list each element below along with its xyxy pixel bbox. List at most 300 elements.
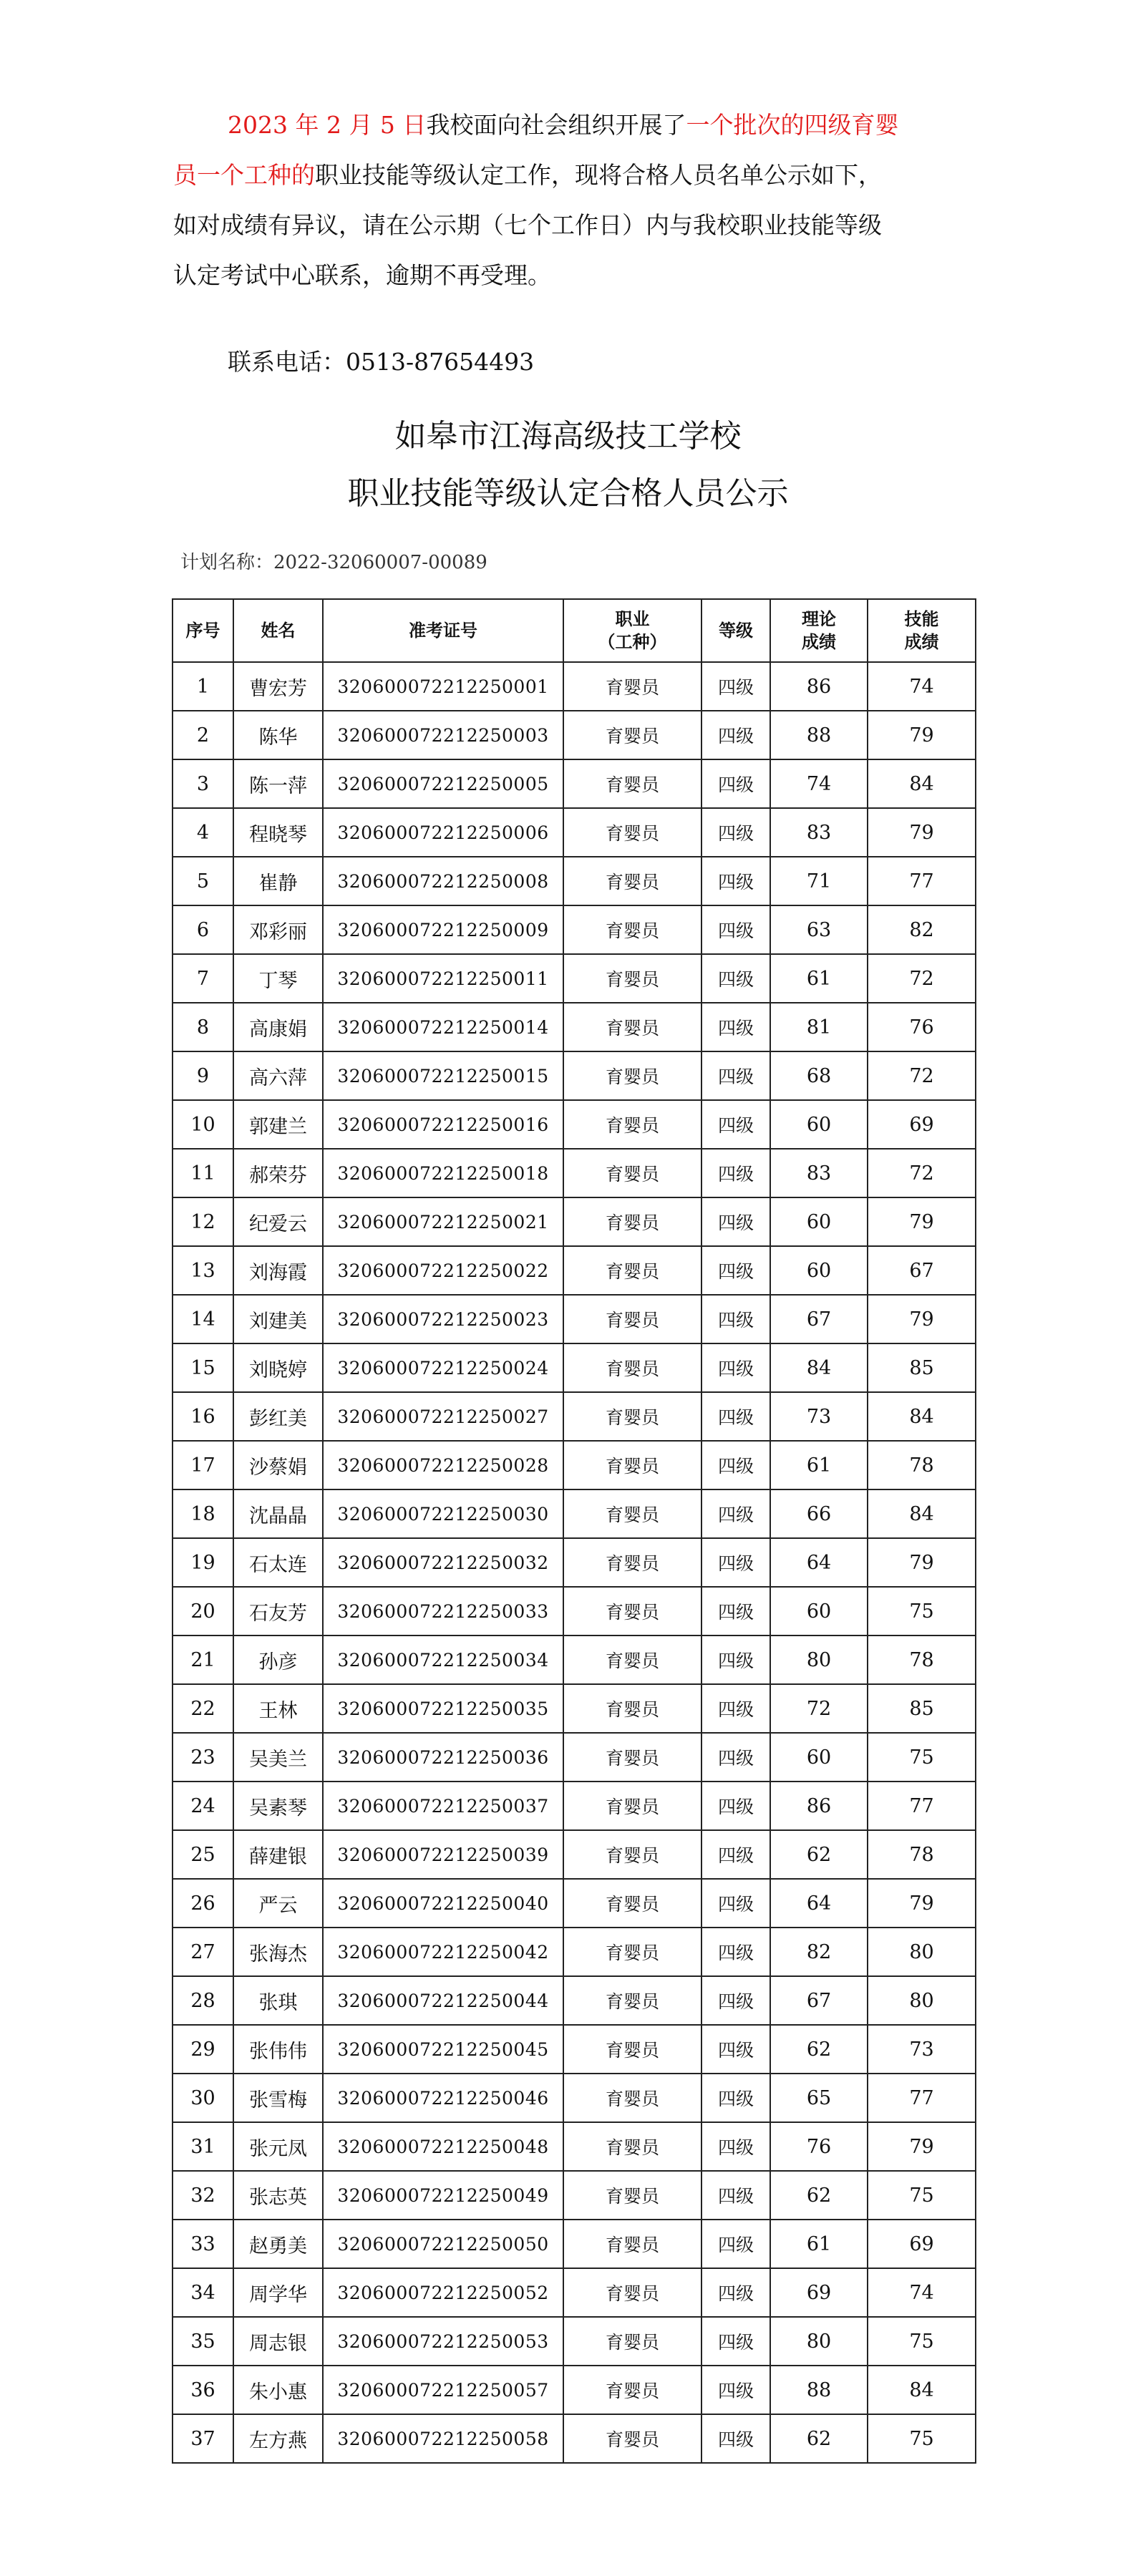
cell-ticket: 320600072212250027 [323,1392,563,1441]
header-job-line2: （工种） [598,632,667,652]
cell-ticket: 320600072212250039 [323,1830,563,1879]
cell-ticket: 320600072212250045 [323,2025,563,2074]
plan-label: 计划名称： [180,552,274,573]
school-title: 如皋市江海高级技工学校 [394,418,742,455]
cell-theory: 72 [770,1684,868,1733]
cell-skill: 73 [868,2025,976,2074]
header-job-line1: 职业 [615,609,650,629]
cell-ticket: 320600072212250028 [323,1441,563,1489]
cell-theory: 60 [770,1100,868,1149]
cell-ticket: 320600072212250016 [323,1100,563,1149]
table-row [173,1197,976,1246]
cell-ticket: 320600072212250005 [323,759,563,808]
table-row [173,1051,976,1100]
cell-no: 19 [173,1538,233,1587]
cell-no: 6 [173,905,233,954]
plan-name [180,548,487,577]
cell-no: 37 [173,2414,233,2463]
table-row [173,2366,976,2414]
cell-ticket: 320600072212250048 [323,2122,563,2171]
cell-ticket: 320600072212250033 [323,1587,563,1635]
cell-no: 15 [173,1343,233,1392]
header-theory [770,599,868,662]
cell-theory: 68 [770,1051,868,1100]
header-skill [868,599,976,662]
cell-job: 育婴员 [563,1684,701,1733]
cell-level: 四级 [701,2171,770,2220]
cell-ticket: 320600072212250034 [323,1635,563,1684]
cell-skill: 75 [868,1587,976,1635]
cell-skill: 75 [868,1733,976,1782]
cell-ticket: 320600072212250009 [323,905,563,954]
notice-line-1 [173,100,975,150]
cell-job: 育婴员 [563,1392,701,1441]
cell-job: 育婴员 [563,1879,701,1928]
table-row [173,2220,976,2268]
cell-skill: 84 [868,759,976,808]
cell-level: 四级 [701,2268,770,2317]
cell-job: 育婴员 [563,1830,701,1879]
cell-theory: 64 [770,1538,868,1587]
cell-level: 四级 [701,1246,770,1295]
cell-theory: 63 [770,905,868,954]
cell-name: 孙彦 [233,1635,323,1684]
cell-name: 高六萍 [233,1051,323,1100]
cell-name: 程晓琴 [233,808,323,857]
cell-name: 薛建银 [233,1830,323,1879]
cell-no: 9 [173,1051,233,1100]
cell-job: 育婴员 [563,2171,701,2220]
cell-no: 31 [173,2122,233,2171]
cell-no: 4 [173,808,233,857]
roster-body [173,662,976,2463]
cell-no: 14 [173,1295,233,1343]
cell-job: 育婴员 [563,905,701,954]
cell-skill: 72 [868,954,976,1003]
cell-theory: 62 [770,2414,868,2463]
cell-skill: 84 [868,2366,976,2414]
cell-name: 严云 [233,1879,323,1928]
cell-name: 崔静 [233,857,323,905]
cell-skill: 69 [868,1100,976,1149]
cell-level: 四级 [701,1976,770,2025]
cell-name: 刘晓婷 [233,1343,323,1392]
cell-name: 陈一萍 [233,759,323,808]
cell-job: 育婴员 [563,1538,701,1587]
cell-job: 育婴员 [563,1782,701,1830]
cell-level: 四级 [701,808,770,857]
cell-theory: 81 [770,1003,868,1051]
cell-theory: 61 [770,1441,868,1489]
cell-level: 四级 [701,1295,770,1343]
cell-no: 35 [173,2317,233,2366]
cell-name: 沙蔡娟 [233,1441,323,1489]
cell-name: 吴美兰 [233,1733,323,1782]
cell-ticket: 320600072212250008 [323,857,563,905]
notice-paragraph [173,100,975,301]
cell-level: 四级 [701,759,770,808]
cell-name: 张雪梅 [233,2074,323,2122]
table-row [173,954,976,1003]
cell-theory: 69 [770,2268,868,2317]
table-row [173,711,976,759]
cell-ticket: 320600072212250049 [323,2171,563,2220]
header-ticket: 准考证号 [323,599,563,662]
cell-ticket: 320600072212250040 [323,1879,563,1928]
cell-no: 2 [173,711,233,759]
cell-no: 1 [173,662,233,711]
cell-skill: 74 [868,662,976,711]
phone-number: 0513-87654493 [346,348,535,376]
cell-name: 彭红美 [233,1392,323,1441]
cell-name: 陈华 [233,711,323,759]
cell-level: 四级 [701,1003,770,1051]
cell-level: 四级 [701,857,770,905]
cell-ticket: 320600072212250018 [323,1149,563,1197]
cell-skill: 79 [868,1197,976,1246]
cell-no: 36 [173,2366,233,2414]
cell-name: 纪爱云 [233,1197,323,1246]
cell-ticket: 320600072212250021 [323,1197,563,1246]
cell-level: 四级 [701,1684,770,1733]
cell-no: 25 [173,1830,233,1879]
cell-name: 张元凤 [233,2122,323,2171]
header-name: 姓名 [233,599,323,662]
cell-level: 四级 [701,1587,770,1635]
cell-theory: 65 [770,2074,868,2122]
cell-level: 四级 [701,1635,770,1684]
cell-job: 育婴员 [563,1197,701,1246]
table-row [173,1392,976,1441]
cell-job: 育婴员 [563,1635,701,1684]
cell-job: 育婴员 [563,1928,701,1976]
table-row [173,1587,976,1635]
cell-ticket: 320600072212250030 [323,1489,563,1538]
header-theory-line1: 理论 [802,609,836,629]
cell-name: 刘建美 [233,1295,323,1343]
cell-name: 左方燕 [233,2414,323,2463]
cell-level: 四级 [701,1733,770,1782]
cell-ticket: 320600072212250052 [323,2268,563,2317]
cell-name: 石太连 [233,1538,323,1587]
cell-job: 育婴员 [563,711,701,759]
table-row [173,1782,976,1830]
table-row [173,662,976,711]
cell-job: 育婴员 [563,1003,701,1051]
cell-theory: 64 [770,1879,868,1928]
cell-theory: 86 [770,662,868,711]
roster-table [172,598,976,2464]
cell-level: 四级 [701,2122,770,2171]
cell-ticket: 320600072212250011 [323,954,563,1003]
cell-job: 育婴员 [563,1246,701,1295]
cell-skill: 76 [868,1003,976,1051]
cell-job: 育婴员 [563,1733,701,1782]
cell-ticket: 320600072212250037 [323,1782,563,1830]
cell-theory: 88 [770,711,868,759]
table-row [173,1928,976,1976]
cell-theory: 62 [770,2025,868,2074]
cell-name: 沈晶晶 [233,1489,323,1538]
cell-name: 张志英 [233,2171,323,2220]
cell-level: 四级 [701,1197,770,1246]
cell-no: 26 [173,1879,233,1928]
cell-theory: 60 [770,1246,868,1295]
table-row [173,808,976,857]
cell-ticket: 320600072212250015 [323,1051,563,1100]
cell-no: 18 [173,1489,233,1538]
cell-level: 四级 [701,1538,770,1587]
cell-ticket: 320600072212250003 [323,711,563,759]
header-job [563,599,701,662]
cell-no: 21 [173,1635,233,1684]
cell-job: 育婴员 [563,2366,701,2414]
cell-level: 四级 [701,1051,770,1100]
cell-theory: 60 [770,1197,868,1246]
cell-ticket: 320600072212250006 [323,808,563,857]
cell-level: 四级 [701,2025,770,2074]
cell-skill: 79 [868,1538,976,1587]
cell-theory: 73 [770,1392,868,1441]
cell-no: 8 [173,1003,233,1051]
cell-skill: 72 [868,1149,976,1197]
cell-name: 王林 [233,1684,323,1733]
table-row [173,1635,976,1684]
cell-level: 四级 [701,2220,770,2268]
table-row [173,2317,976,2366]
cell-name: 朱小惠 [233,2366,323,2414]
table-row [173,1733,976,1782]
cell-skill: 79 [868,808,976,857]
cell-job: 育婴员 [563,1489,701,1538]
cell-job: 育婴员 [563,1100,701,1149]
cell-skill: 77 [868,857,976,905]
document-title: 职业技能等级认定合格人员公示 [347,475,789,512]
cell-name: 曹宏芳 [233,662,323,711]
cell-name: 郭建兰 [233,1100,323,1149]
notice-line-2 [173,150,975,200]
cell-theory: 80 [770,2317,868,2366]
cell-skill: 69 [868,2220,976,2268]
cell-skill: 75 [868,2414,976,2463]
cell-job: 育婴员 [563,1441,701,1489]
phone-label: 联系电话： [228,348,346,376]
cell-skill: 82 [868,905,976,954]
cell-ticket: 320600072212250036 [323,1733,563,1782]
cell-skill: 79 [868,1879,976,1928]
notice-segment-2: 职业技能等级认定工作，现将合格人员名单公示如下， [315,161,882,189]
cell-skill: 79 [868,2122,976,2171]
cell-theory: 66 [770,1489,868,1538]
cell-job: 育婴员 [563,808,701,857]
table-row [173,1976,976,2025]
cell-skill: 67 [868,1246,976,1295]
cell-ticket: 320600072212250022 [323,1246,563,1295]
header-skill-line2: 成绩 [904,632,939,652]
cell-skill: 72 [868,1051,976,1100]
cell-level: 四级 [701,1830,770,1879]
cell-level: 四级 [701,905,770,954]
cell-no: 10 [173,1100,233,1149]
table-row [173,1003,976,1051]
table-row [173,1684,976,1733]
cell-level: 四级 [701,1343,770,1392]
notice-line-4: 认定考试中心联系，逾期不再受理。 [173,261,551,289]
cell-skill: 78 [868,1830,976,1879]
header-level: 等级 [701,599,770,662]
cell-skill: 74 [868,2268,976,2317]
cell-skill: 84 [868,1392,976,1441]
cell-no: 29 [173,2025,233,2074]
cell-theory: 61 [770,2220,868,2268]
cell-ticket: 320600072212250046 [323,2074,563,2122]
table-row [173,759,976,808]
table-row [173,1538,976,1587]
cell-name: 张琪 [233,1976,323,2025]
cell-skill: 75 [868,2317,976,2366]
table-header-row [173,599,976,662]
table-row [173,1149,976,1197]
cell-no: 32 [173,2171,233,2220]
cell-no: 13 [173,1246,233,1295]
table-row [173,2122,976,2171]
cell-job: 育婴员 [563,662,701,711]
cell-name: 邓彩丽 [233,905,323,954]
cell-no: 20 [173,1587,233,1635]
cell-ticket: 320600072212250024 [323,1343,563,1392]
notice-highlight-1: 一个批次的四级育婴 [686,111,899,139]
table-row [173,2414,976,2463]
cell-no: 12 [173,1197,233,1246]
cell-job: 育婴员 [563,2317,701,2366]
cell-no: 27 [173,1928,233,1976]
cell-theory: 62 [770,2171,868,2220]
cell-job: 育婴员 [563,1051,701,1100]
notice-highlight-2: 员一个工种的 [173,161,315,189]
cell-ticket: 320600072212250042 [323,1928,563,1976]
table-row [173,1879,976,1928]
cell-level: 四级 [701,1392,770,1441]
cell-job: 育婴员 [563,1295,701,1343]
cell-theory: 82 [770,1928,868,1976]
table-row [173,905,976,954]
cell-level: 四级 [701,2366,770,2414]
cell-skill: 80 [868,1928,976,1976]
cell-skill: 75 [868,2171,976,2220]
cell-ticket: 320600072212250001 [323,662,563,711]
cell-no: 34 [173,2268,233,2317]
cell-job: 育婴员 [563,1343,701,1392]
cell-job: 育婴员 [563,954,701,1003]
cell-level: 四级 [701,1782,770,1830]
cell-level: 四级 [701,2317,770,2366]
cell-theory: 61 [770,954,868,1003]
cell-ticket: 320600072212250050 [323,2220,563,2268]
cell-skill: 77 [868,1782,976,1830]
notice-segment-1: 我校面向社会组织开展了 [426,111,686,139]
cell-level: 四级 [701,1879,770,1928]
notice-line-3: 如对成绩有异议，请在公示期（七个工作日）内与我校职业技能等级 [173,211,882,239]
table-row [173,1830,976,1879]
cell-theory: 83 [770,808,868,857]
cell-name: 赵勇美 [233,2220,323,2268]
cell-skill: 77 [868,2074,976,2122]
cell-level: 四级 [701,1928,770,1976]
contact-phone [228,341,534,384]
cell-ticket: 320600072212250032 [323,1538,563,1587]
cell-name: 张海杰 [233,1928,323,1976]
plan-value: 2022-32060007-00089 [273,552,487,573]
table-row [173,1441,976,1489]
cell-no: 30 [173,2074,233,2122]
cell-name: 高康娟 [233,1003,323,1051]
cell-theory: 74 [770,759,868,808]
cell-theory: 84 [770,1343,868,1392]
cell-no: 7 [173,954,233,1003]
table-row [173,1343,976,1392]
cell-skill: 80 [868,1976,976,2025]
cell-job: 育婴员 [563,2220,701,2268]
cell-ticket: 320600072212250053 [323,2317,563,2366]
cell-ticket: 320600072212250058 [323,2414,563,2463]
cell-theory: 60 [770,1733,868,1782]
cell-ticket: 320600072212250044 [323,1976,563,2025]
cell-name: 石友芳 [233,1587,323,1635]
cell-no: 22 [173,1684,233,1733]
notice-date: 2023 年 2 月 5 日 [228,111,427,139]
table-row [173,1246,976,1295]
cell-skill: 79 [868,711,976,759]
table-row [173,1100,976,1149]
cell-level: 四级 [701,1441,770,1489]
cell-name: 张伟伟 [233,2025,323,2074]
header-theory-line2: 成绩 [802,632,836,652]
cell-level: 四级 [701,954,770,1003]
cell-skill: 79 [868,1295,976,1343]
cell-skill: 78 [868,1441,976,1489]
cell-job: 育婴员 [563,2414,701,2463]
cell-theory: 88 [770,2366,868,2414]
cell-theory: 60 [770,1587,868,1635]
cell-job: 育婴员 [563,2122,701,2171]
cell-theory: 80 [770,1635,868,1684]
cell-theory: 62 [770,1830,868,1879]
cell-job: 育婴员 [563,2074,701,2122]
cell-level: 四级 [701,662,770,711]
cell-name: 刘海霞 [233,1246,323,1295]
cell-level: 四级 [701,1149,770,1197]
header-skill-line1: 技能 [904,609,939,629]
cell-job: 育婴员 [563,2025,701,2074]
table-row [173,857,976,905]
header-no: 序号 [173,599,233,662]
cell-ticket: 320600072212250057 [323,2366,563,2414]
cell-no: 11 [173,1149,233,1197]
cell-level: 四级 [701,1489,770,1538]
cell-skill: 78 [868,1635,976,1684]
cell-no: 24 [173,1782,233,1830]
cell-level: 四级 [701,711,770,759]
cell-job: 育婴员 [563,759,701,808]
table-row [173,1489,976,1538]
cell-level: 四级 [701,2074,770,2122]
table-row [173,1295,976,1343]
cell-name: 郝荣芬 [233,1149,323,1197]
cell-job: 育婴员 [563,1976,701,2025]
cell-theory: 76 [770,2122,868,2171]
table-row [173,2025,976,2074]
cell-name: 周志银 [233,2317,323,2366]
